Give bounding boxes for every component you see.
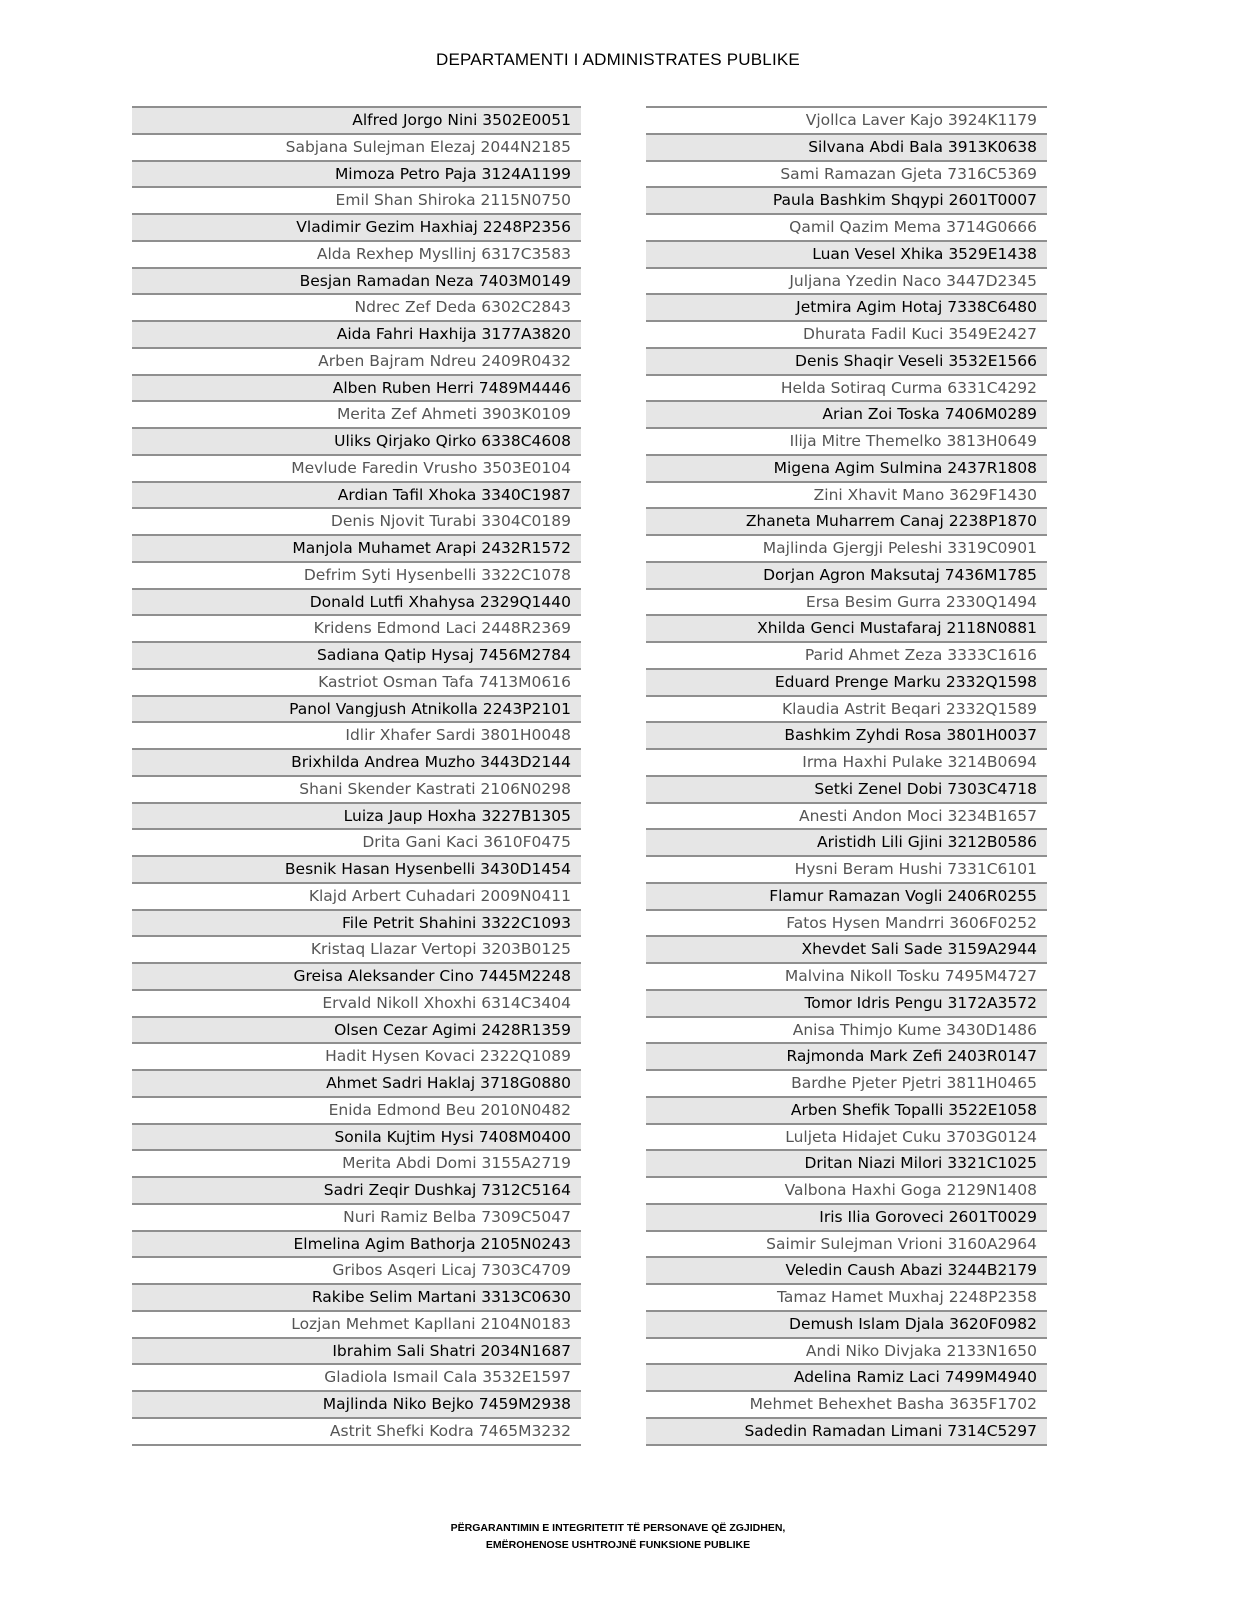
right-name-list — [646, 106, 1047, 1446]
list-item: Olsen Cezar Agimi 2428R1359 — [132, 1016, 581, 1043]
list-item: Arben Shefik Topalli 3522E1058 — [646, 1096, 1047, 1123]
list-item: Besjan Ramadan Neza 7403M0149 — [132, 267, 581, 294]
list-item: Bashkim Zyhdi Rosa 3801H0037 — [646, 721, 1047, 748]
list-item: Veledin Caush Abazi 3244B2179 — [646, 1256, 1047, 1283]
list-item: Kastriot Osman Tafa 7413M0616 — [132, 668, 581, 695]
list-item: Aida Fahri Haxhija 3177A3820 — [132, 320, 581, 347]
list-item: Ersa Besim Gurra 2330Q1494 — [646, 588, 1047, 615]
list-item: Klajd Arbert Cuhadari 2009N0411 — [132, 882, 581, 909]
list-item: Manjola Muhamet Arapi 2432R1572 — [132, 534, 581, 561]
list-bottom-rule — [132, 1444, 581, 1446]
list-item: Ervald Nikoll Xhoxhi 6314C3404 — [132, 989, 581, 1016]
list-item: Saimir Sulejman Vrioni 3160A2964 — [646, 1230, 1047, 1257]
list-item: Sabjana Sulejman Elezaj 2044N2185 — [132, 133, 581, 160]
list-item: Shani Skender Kastrati 2106N0298 — [132, 775, 581, 802]
list-item: Alda Rexhep Mysllinj 6317C3583 — [132, 240, 581, 267]
list-item: Rajmonda Mark Zefi 2403R0147 — [646, 1042, 1047, 1069]
list-item: Dorjan Agron Maksutaj 7436M1785 — [646, 561, 1047, 588]
list-item: Mevlude Faredin Vrusho 3503E0104 — [132, 454, 581, 481]
list-item: Parid Ahmet Zeza 3333C1616 — [646, 641, 1047, 668]
list-item: Emil Shan Shiroka 2115N0750 — [132, 186, 581, 213]
list-item: Irma Haxhi Pulake 3214B0694 — [646, 748, 1047, 775]
list-item: Ilija Mitre Themelko 3813H0649 — [646, 427, 1047, 454]
list-item: Majlinda Gjergji Peleshi 3319C0901 — [646, 534, 1047, 561]
list-item: Kridens Edmond Laci 2448R2369 — [132, 614, 581, 641]
list-item: Tamaz Hamet Muxhaj 2248P2358 — [646, 1283, 1047, 1310]
list-item: Astrit Shefki Kodra 7465M3232 — [132, 1417, 581, 1444]
list-item: Vladimir Gezim Haxhiaj 2248P2356 — [132, 213, 581, 240]
list-item: Merita Abdi Domi 3155A2719 — [132, 1149, 581, 1176]
list-item: Zhaneta Muharrem Canaj 2238P1870 — [646, 507, 1047, 534]
list-item: Sadiana Qatip Hysaj 7456M2784 — [132, 641, 581, 668]
list-item: Silvana Abdi Bala 3913K0638 — [646, 133, 1047, 160]
list-item: Demush Islam Djala 3620F0982 — [646, 1310, 1047, 1337]
list-item: Idlir Xhafer Sardi 3801H0048 — [132, 721, 581, 748]
list-item: Valbona Haxhi Goga 2129N1408 — [646, 1176, 1047, 1203]
list-item: Eduard Prenge Marku 2332Q1598 — [646, 668, 1047, 695]
list-item: Ndrec Zef Deda 6302C2843 — [132, 293, 581, 320]
list-item: Greisa Aleksander Cino 7445M2248 — [132, 962, 581, 989]
list-item: Sadri Zeqir Dushkaj 7312C5164 — [132, 1176, 581, 1203]
list-item: Uliks Qirjako Qirko 6338C4608 — [132, 427, 581, 454]
list-item: Aristidh Lili Gjini 3212B0586 — [646, 828, 1047, 855]
list-item: Sami Ramazan Gjeta 7316C5369 — [646, 160, 1047, 187]
list-item: Gladiola Ismail Cala 3532E1597 — [132, 1363, 581, 1390]
list-item: Dritan Niazi Milori 3321C1025 — [646, 1149, 1047, 1176]
list-item: Fatos Hysen Mandrri 3606F0252 — [646, 909, 1047, 936]
list-item: Panol Vangjush Atnikolla 2243P2101 — [132, 695, 581, 722]
list-item: Bardhe Pjeter Pjetri 3811H0465 — [646, 1069, 1047, 1096]
list-item: Arian Zoi Toska 7406M0289 — [646, 400, 1047, 427]
list-item: Majlinda Niko Bejko 7459M2938 — [132, 1390, 581, 1417]
list-item: Malvina Nikoll Tosku 7495M4727 — [646, 962, 1047, 989]
list-item: Luan Vesel Xhika 3529E1438 — [646, 240, 1047, 267]
list-item: Kristaq Llazar Vertopi 3203B0125 — [132, 935, 581, 962]
list-item: Elmelina Agim Bathorja 2105N0243 — [132, 1230, 581, 1257]
list-item: Setki Zenel Dobi 7303C4718 — [646, 775, 1047, 802]
list-item: Besnik Hasan Hysenbelli 3430D1454 — [132, 855, 581, 882]
list-item: Juljana Yzedin Naco 3447D2345 — [646, 267, 1047, 294]
list-item: Andi Niko Divjaka 2133N1650 — [646, 1337, 1047, 1364]
list-item: Xhilda Genci Mustafaraj 2118N0881 — [646, 614, 1047, 641]
list-item: Anesti Andon Moci 3234B1657 — [646, 802, 1047, 829]
page-title: DEPARTAMENTI I ADMINISTRATES PUBLIKE — [436, 50, 800, 69]
list-item: Gribos Asqeri Licaj 7303C4709 — [132, 1256, 581, 1283]
list-item: Luiza Jaup Hoxha 3227B1305 — [132, 802, 581, 829]
list-item: Helda Sotiraq Curma 6331C4292 — [646, 374, 1047, 401]
footer-line-2: EMËROHENOSE USHTROJNË FUNKSIONE PUBLIKE — [485, 1539, 751, 1551]
list-item: Mehmet Behexhet Basha 3635F1702 — [646, 1390, 1047, 1417]
list-item: Adelina Ramiz Laci 7499M4940 — [646, 1363, 1047, 1390]
list-item: Xhevdet Sali Sade 3159A2944 — [646, 935, 1047, 962]
list-item: Hadit Hysen Kovaci 2322Q1089 — [132, 1042, 581, 1069]
list-item: Flamur Ramazan Vogli 2406R0255 — [646, 882, 1047, 909]
list-item: Paula Bashkim Shqypi 2601T0007 — [646, 186, 1047, 213]
list-item: Sadedin Ramadan Limani 7314C5297 — [646, 1417, 1047, 1444]
list-item: Brixhilda Andrea Muzho 3443D2144 — [132, 748, 581, 775]
list-item: Klaudia Astrit Beqari 2332Q1589 — [646, 695, 1047, 722]
footer-line-1: PËRGARANTIMIN E INTEGRITETIT TË PERSONAVE QË ZGJIDHEN, — [450, 1522, 786, 1534]
list-item: Rakibe Selim Martani 3313C0630 — [132, 1283, 581, 1310]
list-item: Denis Shaqir Veseli 3532E1566 — [646, 347, 1047, 374]
list-item: Nuri Ramiz Belba 7309C5047 — [132, 1203, 581, 1230]
list-item: Alben Ruben Herri 7489M4446 — [132, 374, 581, 401]
list-item: Alfred Jorgo Nini 3502E0051 — [132, 106, 581, 133]
list-item: Ardian Tafil Xhoka 3340C1987 — [132, 481, 581, 508]
list-item: Dhurata Fadil Kuci 3549E2427 — [646, 320, 1047, 347]
list-item: Hysni Beram Hushi 7331C6101 — [646, 855, 1047, 882]
list-item: Qamil Qazim Mema 3714G0666 — [646, 213, 1047, 240]
list-item: Iris Ilia Goroveci 2601T0029 — [646, 1203, 1047, 1230]
list-item: Donald Lutfi Xhahysa 2329Q1440 — [132, 588, 581, 615]
list-bottom-rule — [646, 1444, 1047, 1446]
list-item: Vjollca Laver Kajo 3924K1179 — [646, 106, 1047, 133]
list-item: Merita Zef Ahmeti 3903K0109 — [132, 400, 581, 427]
list-item: Anisa Thimjo Kume 3430D1486 — [646, 1016, 1047, 1043]
list-item: Denis Njovit Turabi 3304C0189 — [132, 507, 581, 534]
footer — [0, 1520, 1236, 1554]
list-item: Defrim Syti Hysenbelli 3322C1078 — [132, 561, 581, 588]
list-item: Drita Gani Kaci 3610F0475 — [132, 828, 581, 855]
list-item: Ahmet Sadri Haklaj 3718G0880 — [132, 1069, 581, 1096]
list-item: Mimoza Petro Paja 3124A1199 — [132, 160, 581, 187]
list-item: Sonila Kujtim Hysi 7408M0400 — [132, 1123, 581, 1150]
list-item: Zini Xhavit Mano 3629F1430 — [646, 481, 1047, 508]
list-item: File Petrit Shahini 3322C1093 — [132, 909, 581, 936]
list-item: Migena Agim Sulmina 2437R1808 — [646, 454, 1047, 481]
list-item: Arben Bajram Ndreu 2409R0432 — [132, 347, 581, 374]
list-item: Enida Edmond Beu 2010N0482 — [132, 1096, 581, 1123]
list-item: Tomor Idris Pengu 3172A3572 — [646, 989, 1047, 1016]
left-name-list — [132, 106, 581, 1446]
list-item: Jetmira Agim Hotaj 7338C6480 — [646, 293, 1047, 320]
list-item: Ibrahim Sali Shatri 2034N1687 — [132, 1337, 581, 1364]
list-item: Lozjan Mehmet Kapllani 2104N0183 — [132, 1310, 581, 1337]
list-item: Luljeta Hidajet Cuku 3703G0124 — [646, 1123, 1047, 1150]
